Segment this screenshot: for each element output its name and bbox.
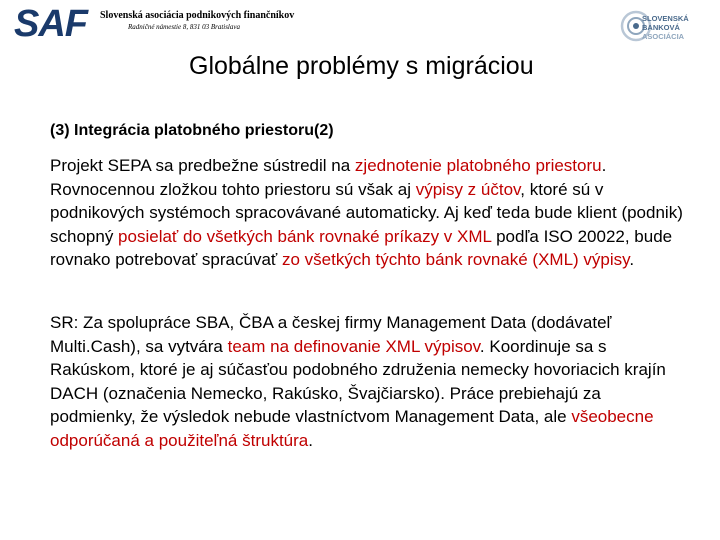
- sba-logo-line: BANKOVÁ: [642, 23, 680, 32]
- slide-title: Globálne problémy s migráciou: [189, 52, 534, 80]
- highlight-text: výpisy z účtov: [415, 179, 521, 199]
- saf-address: Radničné námestie 8, 831 03 Bratislava: [128, 23, 240, 31]
- slide-header: [0, 0, 720, 48]
- sba-logo: [620, 6, 712, 46]
- text-segment: .: [308, 430, 313, 450]
- text-segment: , ktoré sú v podnikových systémoch spracovávané automaticky. Aj keď teda bude klient (podnik) schopný: [50, 179, 683, 246]
- saf-organization-name: Slovenská asociácia podnikových finančníkov: [100, 10, 295, 21]
- text-segment: Projekt SEPA sa predbežne sústredil na: [50, 156, 355, 175]
- highlight-text: posielať do všetkých bánk rovnaké príkazy v XML: [118, 226, 492, 246]
- highlight-text: zo všetkých týchto bánk rovnaké (XML) výpisy: [282, 250, 630, 269]
- sba-logo-text: [642, 14, 689, 41]
- highlight-text: team na definovanie XML výpisov: [227, 336, 480, 356]
- text-segment: SR: Za spolupráce SBA, ČBA a českej firmy Management Data (dodávateľ Multi.Cash), sa vytvára: [50, 313, 612, 356]
- text-segment: . Rovnocennou zložkou tohto priestoru sú však aj: [50, 156, 607, 199]
- saf-logo: SAF: [14, 3, 87, 45]
- highlight-text: všeobecne odporúčaná a použiteľná štruktúra: [50, 407, 654, 450]
- text-segment: .: [629, 250, 635, 269]
- paragraph-sr: [50, 311, 690, 452]
- highlight-text: zjednotenie platobného priestoru: [354, 156, 602, 175]
- sba-logo-line: ASOCIÁCIA: [642, 32, 685, 41]
- sba-logo-line: SLOVENSKÁ: [642, 14, 689, 23]
- text-segment: . Koordinuje sa s Rakúskom, ktoré je aj súčasťou podobného združenia nemecky hovoriacich krajín DACH (označenia Nemecko, Rakúsko, Švajčiarsko). Práce prebiehajú za podmienky, že výsledok nebude vlastníctvom Management Data, ale: [50, 336, 666, 426]
- slide-subtitle: (3) Integrácia platobného priestoru(2): [50, 122, 334, 139]
- text-segment: podľa ISO 20022, bude rovnako potrebovať spracúvať: [50, 226, 673, 269]
- paragraph-sepa: [50, 154, 690, 272]
